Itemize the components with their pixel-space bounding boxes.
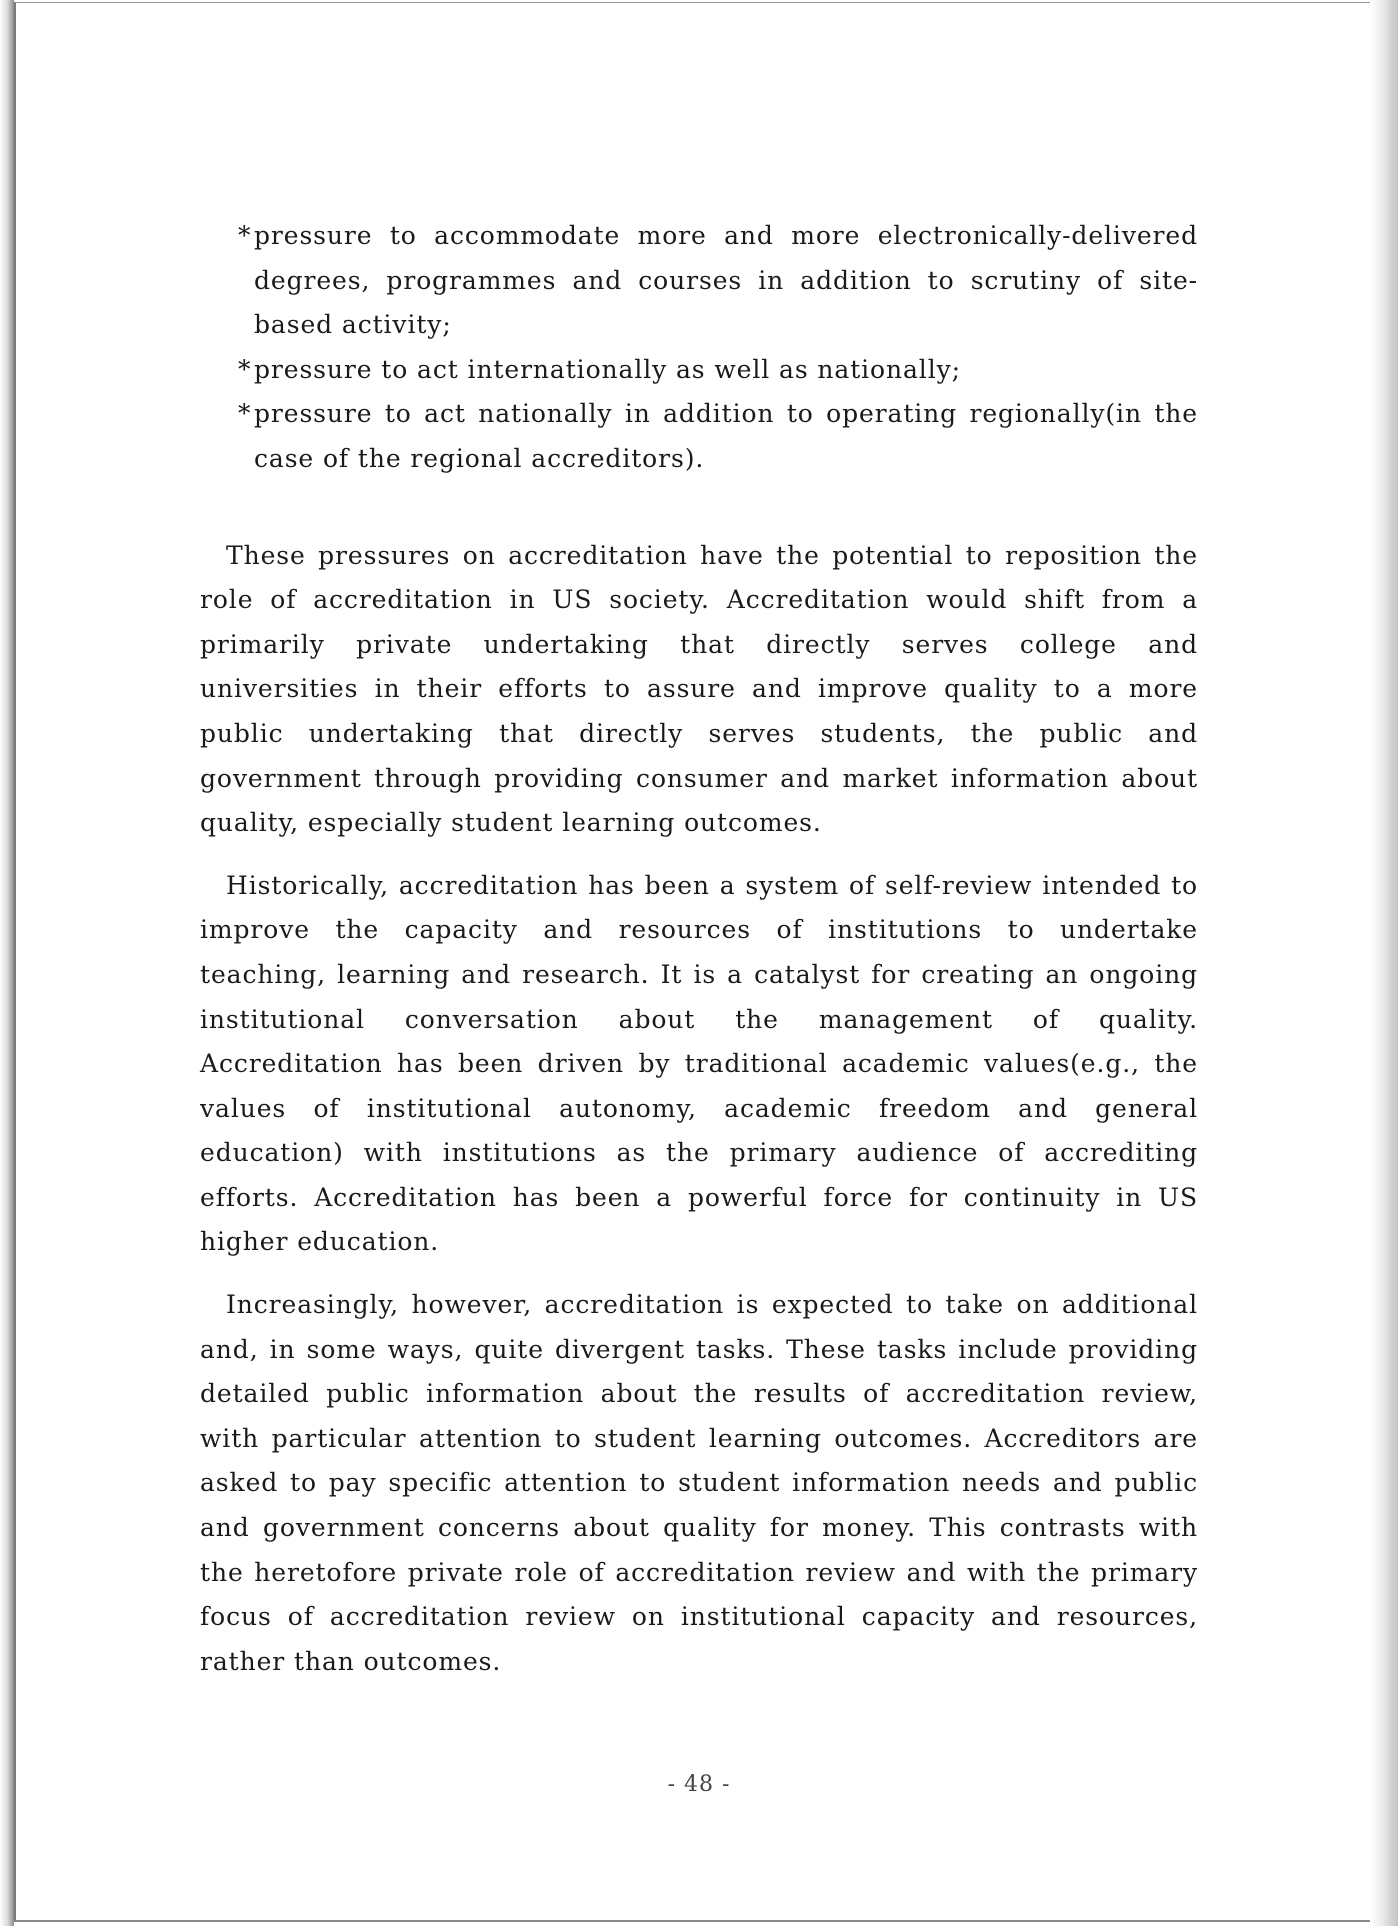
page-body [200,214,1198,1684]
paragraph: Historically, accreditation has been a system of self-review intended to improve the capacity and resources of institutions to undertake teaching, learning and research. It is a catalyst for creating an ongoing institutional conversation about the management of quality. Accreditation has been driven by traditional academic values(e.g., the values of institutional autonomy, academic freedom and general education) with institutions as the primary audience of accrediting efforts. Accreditation has been a powerful force for continuity in US higher education. [200,870,1198,1257]
bullet-text: pressure to accommodate more and more electronically-delivered degrees, programmes and courses in addition to scrutiny of site-based activity; [254,221,1198,340]
page-left-edge-shadow [0,0,14,1926]
bullet-item [200,348,1198,393]
bullet-marker: * [238,399,252,429]
paragraph: Increasingly, however, accreditation is expected to take on additional and, in some ways, quite divergent tasks. These tasks include providing detailed public information about the results of accreditation review, with particular attention to student learning outcomes. Accreditors are asked to pay specific attention to student information needs and public and government concerns about quality for money. This contrasts with the heretofore private role of accreditation review and with the primary focus of accreditation review on institutional capacity and resources, rather than outcomes. [200,1290,1198,1676]
bullet-marker: * [238,221,252,250]
page-number: - 48 - [667,1772,731,1797]
paragraph: These pressures on accreditation have the potential to reposition the role of accreditation in US society. Accreditation would shift from a primarily private undertaking that directly serves college and universities in their efforts to assure and improve quality to a more public undertaking that directly serves students, the public and government through providing consumer and market information about quality, especially student learning outcomes. [200,540,1198,838]
bullet-list [200,214,1198,482]
bullet-marker: * [238,354,252,384]
bullet-item [200,214,1198,348]
page-right-edge-shadow [1370,0,1398,1926]
bullet-text: pressure to act internationally as well as nationally; [254,354,961,384]
bullet-item [200,392,1198,481]
bullet-text: pressure to act nationally in addition to operating regionally(in the case of the regional accreditors). [254,399,1198,473]
